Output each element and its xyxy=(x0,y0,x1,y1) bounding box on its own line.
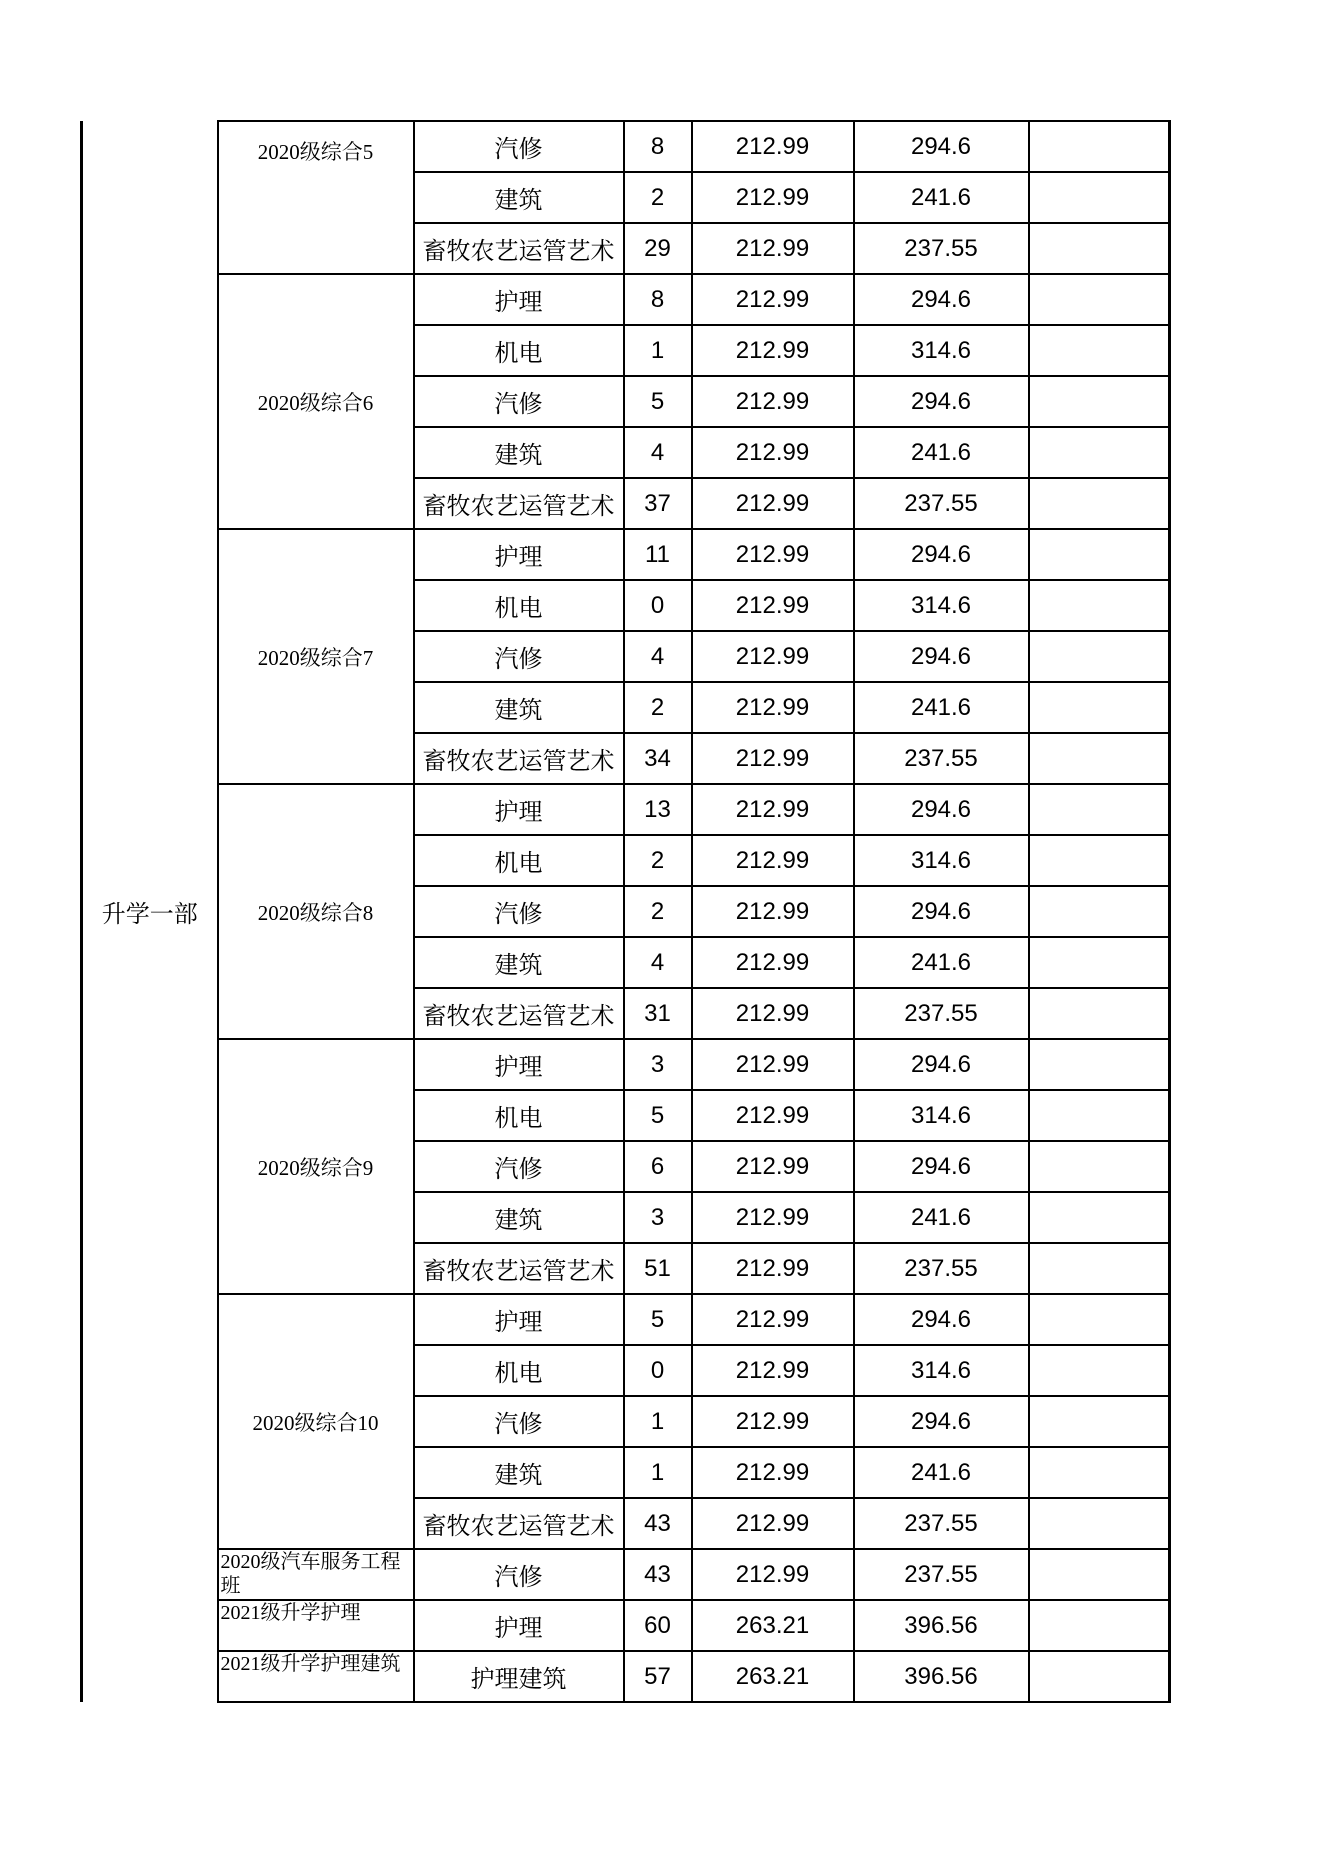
score-line-cell: 212.99 xyxy=(692,223,854,274)
score-total-cell: 314.6 xyxy=(854,1090,1029,1141)
count-cell: 4 xyxy=(624,631,692,682)
score-line-cell: 212.99 xyxy=(692,631,854,682)
note-cell xyxy=(1029,1141,1170,1192)
note-cell xyxy=(1029,988,1170,1039)
note-cell xyxy=(1029,631,1170,682)
count-cell: 3 xyxy=(624,1192,692,1243)
major-cell: 护理 xyxy=(414,784,624,835)
class-name-cell: 2020级汽车服务工程班 xyxy=(218,1549,414,1600)
note-cell xyxy=(1029,1243,1170,1294)
note-cell xyxy=(1029,835,1170,886)
class-name-cell: 2021级升学护理建筑 xyxy=(218,1651,414,1702)
note-cell xyxy=(1029,682,1170,733)
class-name-cell: 2020级综合5 xyxy=(218,121,414,274)
score-total-cell: 237.55 xyxy=(854,988,1029,1039)
score-line-cell: 212.99 xyxy=(692,886,854,937)
score-line-cell: 212.99 xyxy=(692,376,854,427)
major-cell: 汽修 xyxy=(414,1396,624,1447)
major-cell: 机电 xyxy=(414,1090,624,1141)
major-cell: 护理 xyxy=(414,1294,624,1345)
table-row xyxy=(82,529,1170,580)
note-cell xyxy=(1029,1549,1170,1600)
table-row xyxy=(82,121,1170,172)
table-row xyxy=(82,1600,1170,1651)
class-name-cell: 2020级综合7 xyxy=(218,529,414,784)
score-line-cell: 212.99 xyxy=(692,1294,854,1345)
major-cell: 汽修 xyxy=(414,121,624,172)
score-line-cell: 212.99 xyxy=(692,988,854,1039)
score-line-cell: 212.99 xyxy=(692,121,854,172)
score-line-cell: 212.99 xyxy=(692,1498,854,1549)
count-cell: 13 xyxy=(624,784,692,835)
note-cell xyxy=(1029,223,1170,274)
score-total-cell: 241.6 xyxy=(854,1192,1029,1243)
note-cell xyxy=(1029,784,1170,835)
score-total-cell: 314.6 xyxy=(854,325,1029,376)
major-cell: 护理 xyxy=(414,1039,624,1090)
score-total-cell: 294.6 xyxy=(854,1141,1029,1192)
score-total-cell: 294.6 xyxy=(854,1396,1029,1447)
count-cell: 11 xyxy=(624,529,692,580)
note-cell xyxy=(1029,172,1170,223)
score-total-cell: 396.56 xyxy=(854,1600,1029,1651)
major-cell: 护理 xyxy=(414,529,624,580)
count-cell: 6 xyxy=(624,1141,692,1192)
score-line-cell: 212.99 xyxy=(692,937,854,988)
score-total-cell: 396.56 xyxy=(854,1651,1029,1702)
score-total-cell: 237.55 xyxy=(854,733,1029,784)
major-cell: 护理建筑 xyxy=(414,1651,624,1702)
note-cell xyxy=(1029,733,1170,784)
class-name-cell: 2021级升学护理 xyxy=(218,1600,414,1651)
count-cell: 43 xyxy=(624,1498,692,1549)
note-cell xyxy=(1029,1090,1170,1141)
score-total-cell: 241.6 xyxy=(854,172,1029,223)
score-total-cell: 241.6 xyxy=(854,682,1029,733)
score-line-cell: 212.99 xyxy=(692,274,854,325)
score-table xyxy=(80,120,1171,1703)
note-cell xyxy=(1029,580,1170,631)
count-cell: 2 xyxy=(624,682,692,733)
score-total-cell: 241.6 xyxy=(854,937,1029,988)
score-total-cell: 294.6 xyxy=(854,376,1029,427)
major-cell: 畜牧农艺运管艺术 xyxy=(414,1498,624,1549)
count-cell: 1 xyxy=(624,1396,692,1447)
count-cell: 0 xyxy=(624,580,692,631)
score-total-cell: 237.55 xyxy=(854,1549,1029,1600)
score-line-cell: 212.99 xyxy=(692,1192,854,1243)
score-line-cell: 212.99 xyxy=(692,1549,854,1600)
score-total-cell: 241.6 xyxy=(854,1447,1029,1498)
score-line-cell: 212.99 xyxy=(692,1345,854,1396)
note-cell xyxy=(1029,1192,1170,1243)
class-name-cell: 2020级综合8 xyxy=(218,784,414,1039)
count-cell: 5 xyxy=(624,376,692,427)
score-total-cell: 314.6 xyxy=(854,580,1029,631)
score-line-cell: 212.99 xyxy=(692,1447,854,1498)
score-line-cell: 212.99 xyxy=(692,172,854,223)
score-line-cell: 212.99 xyxy=(692,1090,854,1141)
major-cell: 机电 xyxy=(414,1345,624,1396)
score-line-cell: 212.99 xyxy=(692,1039,854,1090)
count-cell: 1 xyxy=(624,325,692,376)
score-line-cell: 212.99 xyxy=(692,580,854,631)
count-cell: 3 xyxy=(624,1039,692,1090)
count-cell: 29 xyxy=(624,223,692,274)
major-cell: 汽修 xyxy=(414,886,624,937)
major-cell: 畜牧农艺运管艺术 xyxy=(414,988,624,1039)
score-total-cell: 294.6 xyxy=(854,121,1029,172)
major-cell: 汽修 xyxy=(414,631,624,682)
major-cell: 建筑 xyxy=(414,937,624,988)
table-row xyxy=(82,1039,1170,1090)
table-row xyxy=(82,784,1170,835)
count-cell: 5 xyxy=(624,1090,692,1141)
major-cell: 建筑 xyxy=(414,427,624,478)
major-cell: 机电 xyxy=(414,580,624,631)
major-cell: 汽修 xyxy=(414,1549,624,1600)
score-total-cell: 237.55 xyxy=(854,1498,1029,1549)
major-cell: 护理 xyxy=(414,1600,624,1651)
score-line-cell: 212.99 xyxy=(692,478,854,529)
score-line-cell: 263.21 xyxy=(692,1651,854,1702)
major-cell: 畜牧农艺运管艺术 xyxy=(414,733,624,784)
note-cell xyxy=(1029,937,1170,988)
score-line-cell: 212.99 xyxy=(692,1243,854,1294)
score-total-cell: 294.6 xyxy=(854,274,1029,325)
score-total-cell: 237.55 xyxy=(854,478,1029,529)
major-cell: 建筑 xyxy=(414,682,624,733)
score-total-cell: 294.6 xyxy=(854,886,1029,937)
count-cell: 0 xyxy=(624,1345,692,1396)
count-cell: 43 xyxy=(624,1549,692,1600)
note-cell xyxy=(1029,1396,1170,1447)
score-line-cell: 212.99 xyxy=(692,784,854,835)
department-cell: 升学一部 xyxy=(82,121,218,1702)
score-total-cell: 294.6 xyxy=(854,784,1029,835)
table-row xyxy=(82,274,1170,325)
count-cell: 2 xyxy=(624,835,692,886)
note-cell xyxy=(1029,1345,1170,1396)
score-total-cell: 314.6 xyxy=(854,1345,1029,1396)
major-cell: 畜牧农艺运管艺术 xyxy=(414,223,624,274)
count-cell: 60 xyxy=(624,1600,692,1651)
score-total-cell: 237.55 xyxy=(854,223,1029,274)
count-cell: 4 xyxy=(624,427,692,478)
major-cell: 汽修 xyxy=(414,1141,624,1192)
count-cell: 8 xyxy=(624,274,692,325)
count-cell: 57 xyxy=(624,1651,692,1702)
score-total-cell: 241.6 xyxy=(854,427,1029,478)
major-cell: 建筑 xyxy=(414,172,624,223)
table-row xyxy=(82,1294,1170,1345)
count-cell: 8 xyxy=(624,121,692,172)
score-line-cell: 212.99 xyxy=(692,1396,854,1447)
note-cell xyxy=(1029,478,1170,529)
score-total-cell: 237.55 xyxy=(854,1243,1029,1294)
count-cell: 37 xyxy=(624,478,692,529)
note-cell xyxy=(1029,1447,1170,1498)
score-total-cell: 294.6 xyxy=(854,631,1029,682)
class-name-cell: 2020级综合6 xyxy=(218,274,414,529)
class-name-cell: 2020级综合9 xyxy=(218,1039,414,1294)
count-cell: 1 xyxy=(624,1447,692,1498)
note-cell xyxy=(1029,121,1170,172)
note-cell xyxy=(1029,1600,1170,1651)
score-line-cell: 212.99 xyxy=(692,325,854,376)
note-cell xyxy=(1029,325,1170,376)
major-cell: 机电 xyxy=(414,325,624,376)
major-cell: 畜牧农艺运管艺术 xyxy=(414,478,624,529)
score-total-cell: 314.6 xyxy=(854,835,1029,886)
score-line-cell: 212.99 xyxy=(692,1141,854,1192)
table-row xyxy=(82,1651,1170,1702)
count-cell: 4 xyxy=(624,937,692,988)
note-cell xyxy=(1029,886,1170,937)
note-cell xyxy=(1029,1498,1170,1549)
note-cell xyxy=(1029,427,1170,478)
count-cell: 5 xyxy=(624,1294,692,1345)
count-cell: 34 xyxy=(624,733,692,784)
major-cell: 建筑 xyxy=(414,1447,624,1498)
note-cell xyxy=(1029,376,1170,427)
count-cell: 2 xyxy=(624,172,692,223)
note-cell xyxy=(1029,1294,1170,1345)
class-name-cell: 2020级综合10 xyxy=(218,1294,414,1549)
score-line-cell: 212.99 xyxy=(692,682,854,733)
score-total-cell: 294.6 xyxy=(854,1039,1029,1090)
score-line-cell: 212.99 xyxy=(692,427,854,478)
major-cell: 建筑 xyxy=(414,1192,624,1243)
note-cell xyxy=(1029,1651,1170,1702)
note-cell xyxy=(1029,529,1170,580)
score-total-cell: 294.6 xyxy=(854,1294,1029,1345)
note-cell xyxy=(1029,274,1170,325)
count-cell: 2 xyxy=(624,886,692,937)
count-cell: 51 xyxy=(624,1243,692,1294)
note-cell xyxy=(1029,1039,1170,1090)
score-line-cell: 212.99 xyxy=(692,835,854,886)
major-cell: 汽修 xyxy=(414,376,624,427)
score-line-cell: 212.99 xyxy=(692,733,854,784)
major-cell: 畜牧农艺运管艺术 xyxy=(414,1243,624,1294)
count-cell: 31 xyxy=(624,988,692,1039)
table-row xyxy=(82,1549,1170,1600)
score-total-cell: 294.6 xyxy=(854,529,1029,580)
score-line-cell: 212.99 xyxy=(692,529,854,580)
major-cell: 机电 xyxy=(414,835,624,886)
major-cell: 护理 xyxy=(414,274,624,325)
score-line-cell: 263.21 xyxy=(692,1600,854,1651)
